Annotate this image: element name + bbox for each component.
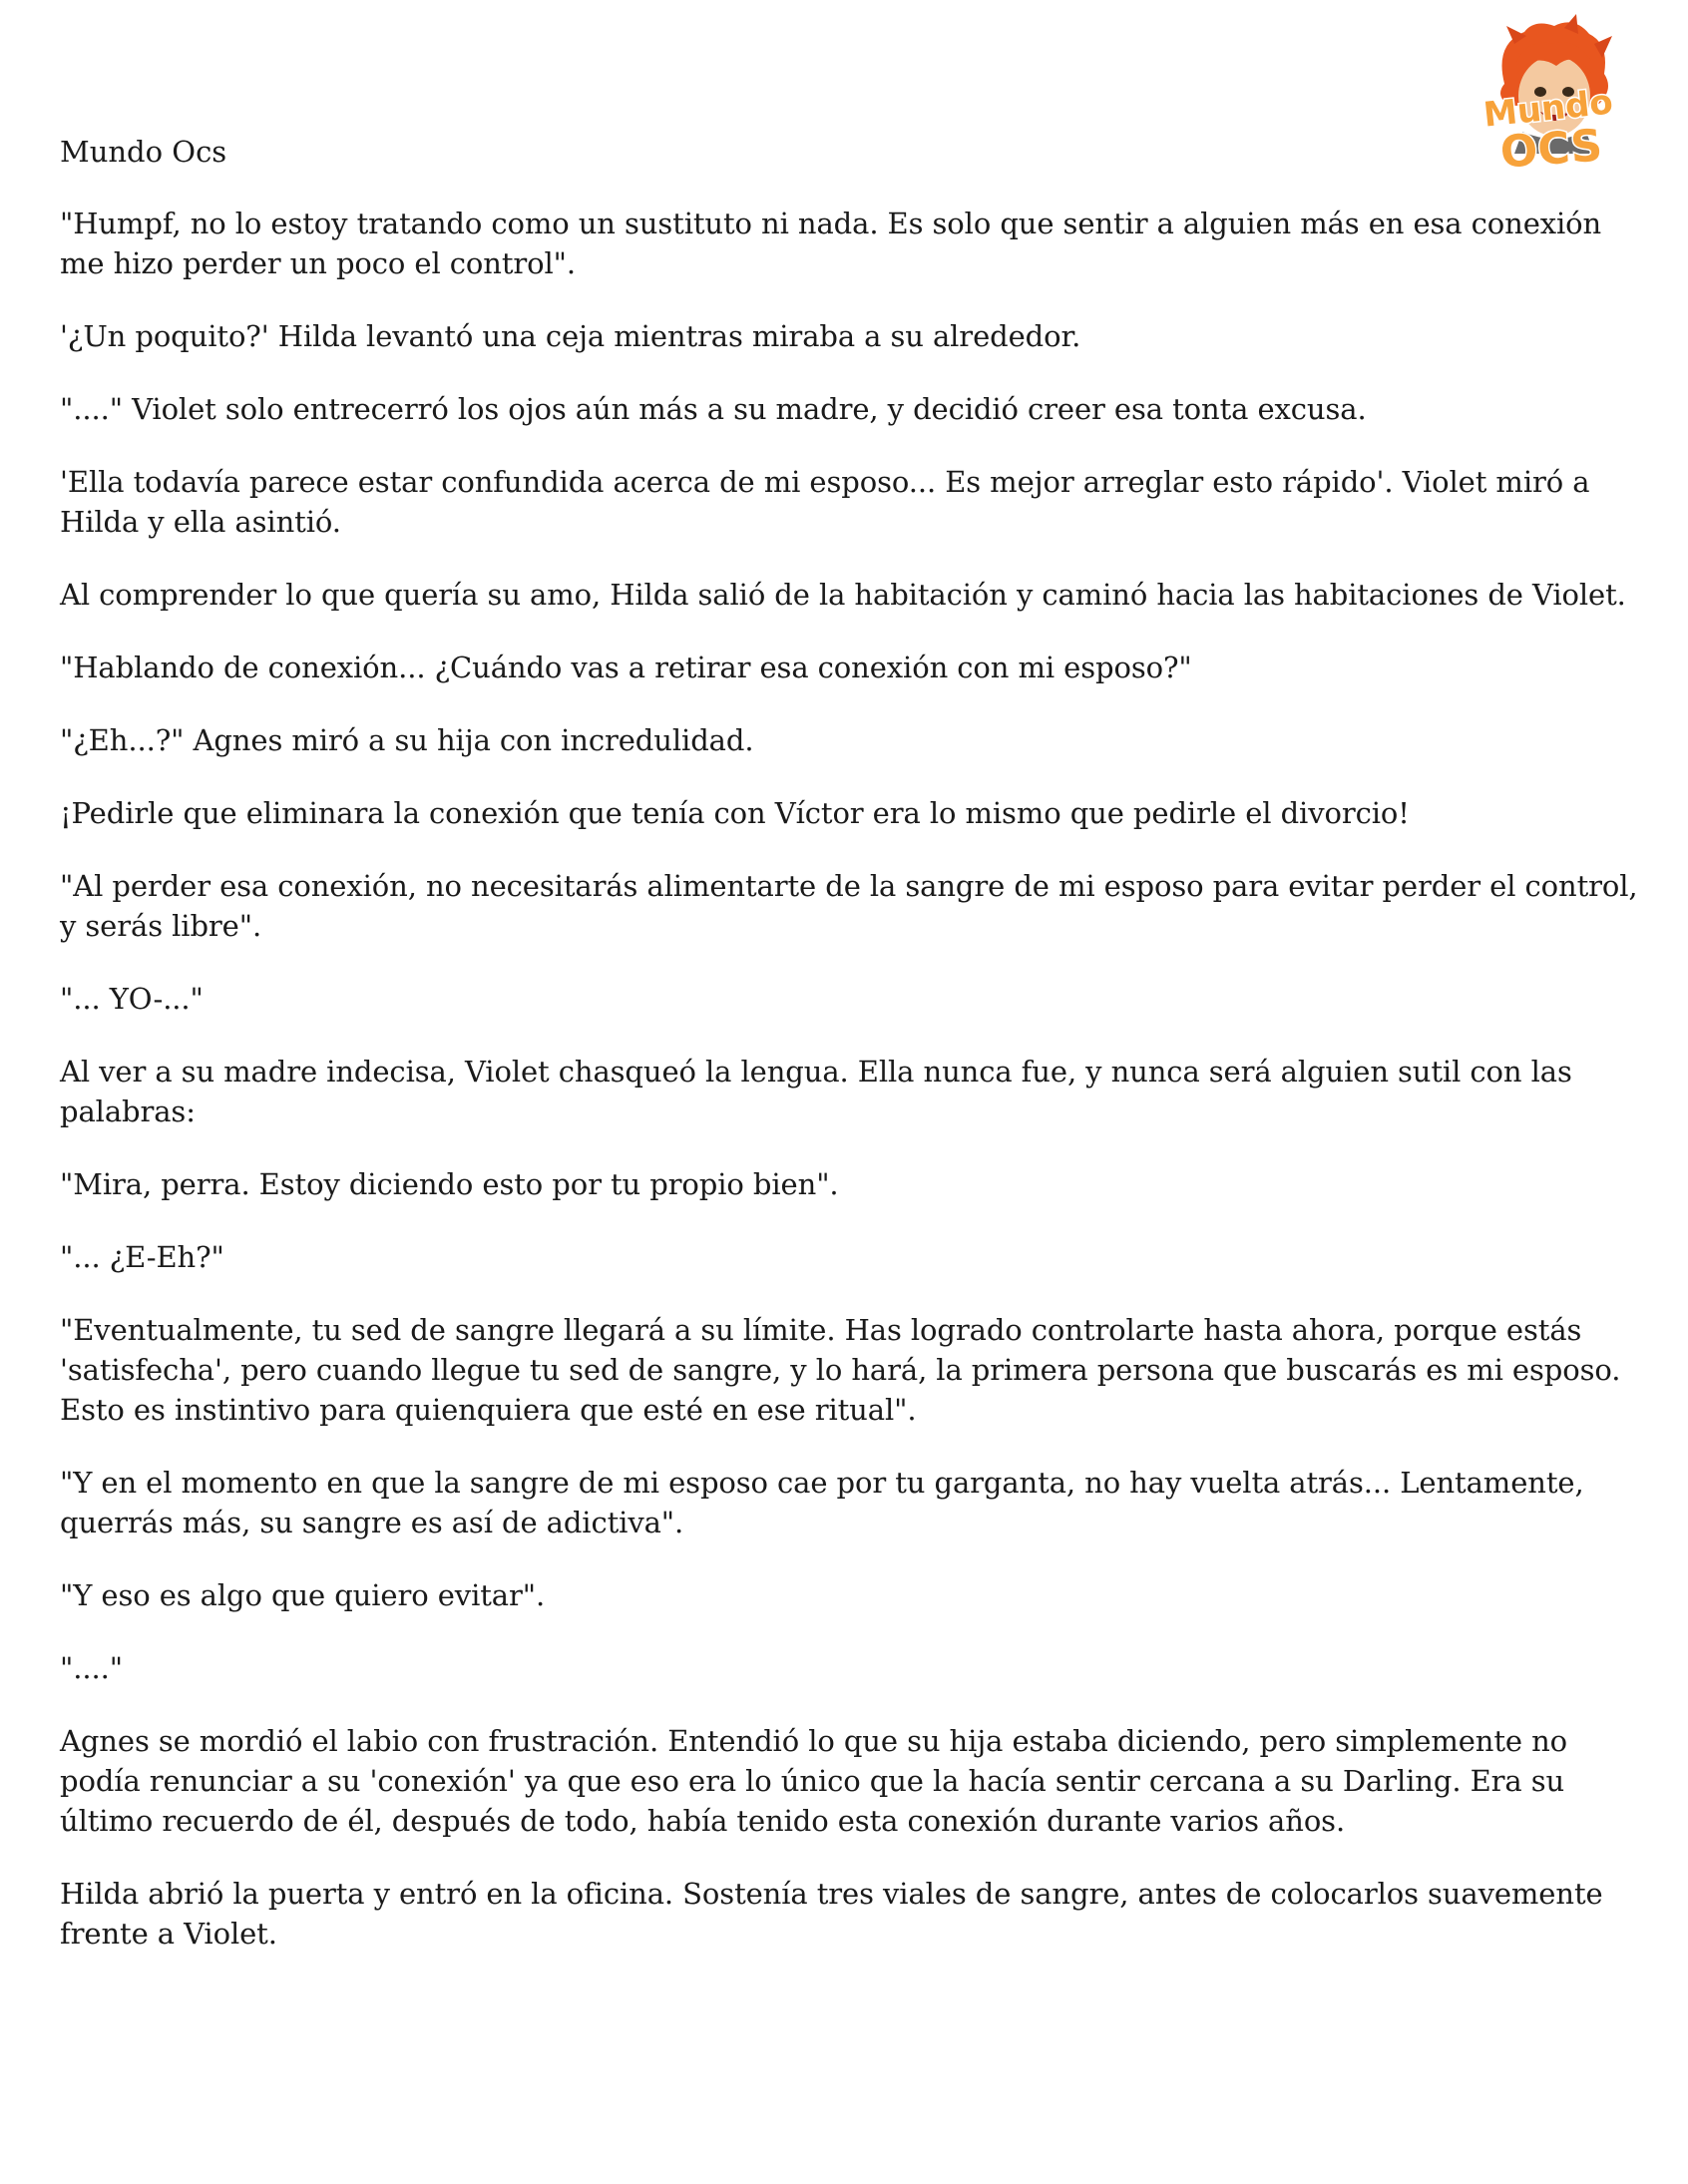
paragraph: '¿Un poquito?' Hilda levantó una ceja mientras miraba a su alrededor. — [60, 319, 1081, 353]
paragraph: "... YO-..." — [60, 982, 204, 1016]
paragraph: "Eventualmente, tu sed de sangre llegará a su límite. Has logrado controlarte hasta ahora, porque estás 'satisfecha', pero cuando llegue tu sed de sangre, y lo hará, la primera persona que buscarás es mi esposo. Esto es instintivo para quienquiera que esté en ese ritual". — [60, 1313, 1621, 1427]
paragraph: "Humpf, no lo estoy tratando como un sustituto ni nada. Es solo que sentir a alguien más en esa conexión me hizo perder un poco el control". — [60, 207, 1602, 280]
paragraph: "Mira, perra. Estoy diciendo esto por tu propio bien". — [60, 1167, 839, 1201]
paragraph: "Y en el momento en que la sangre de mi esposo cae por tu garganta, no hay vuelta atrás... Lentamente, querrás más, su sangre es así de adictiva". — [60, 1466, 1584, 1539]
paragraph: "...." — [60, 1651, 123, 1685]
paragraph: Al comprender lo que quería su amo, Hilda salió de la habitación y caminó hacia las habitaciones de Violet. — [60, 578, 1626, 612]
document-header: Mundo Ocs — [60, 135, 227, 169]
paragraph: "¿Eh...?" Agnes miró a su hija con incredulidad. — [60, 723, 754, 757]
logo-wordmark — [1465, 14, 1634, 184]
paragraph: "Al perder esa conexión, no necesitarás alimentarte de la sangre de mi esposo para evitar perder el control, y serás libre". — [60, 869, 1638, 943]
paragraph: ¡Pedirle que eliminara la conexión que tenía con Víctor era lo mismo que pedirle el divorcio! — [60, 796, 1410, 830]
paragraph: "...." Violet solo entrecerró los ojos aún más a su madre, y decidió creer esa tonta excusa. — [60, 392, 1367, 426]
paragraph: Agnes se mordió el labio con frustración. Entendió lo que su hija estaba diciendo, pero simplemente no podía renunciar a su 'conexión' ya que eso era lo único que la hacía sentir cercana a su Darling. Era su último recuerdo de él, después de todo, había tenido esta conexión durante varios años. — [60, 1724, 1568, 1838]
document-body — [60, 204, 1646, 1986]
paragraph: "... ¿E-Eh?" — [60, 1240, 224, 1274]
paragraph: Al ver a su madre indecisa, Violet chasqueó la lengua. Ella nunca fue, y nunca será alguien sutil con las palabras: — [60, 1055, 1572, 1128]
mundo-ocs-logo — [1465, 14, 1634, 184]
logo-line-2: OCS — [1498, 120, 1604, 179]
paragraph: Hilda abrió la puerta y entró en la oficina. Sostenía tres viales de sangre, antes de colocarlos suavemente frente a Violet. — [60, 1877, 1603, 1951]
paragraph: "Hablando de conexión... ¿Cuándo vas a retirar esa conexión con mi esposo?" — [60, 651, 1192, 684]
logo-line-1: Mundo — [1481, 82, 1615, 136]
paragraph: 'Ella todavía parece estar confundida acerca de mi esposo... Es mejor arreglar esto rápido'. Violet miró a Hilda y ella asintió. — [60, 465, 1590, 539]
paragraph: "Y eso es algo que quiero evitar". — [60, 1578, 546, 1612]
